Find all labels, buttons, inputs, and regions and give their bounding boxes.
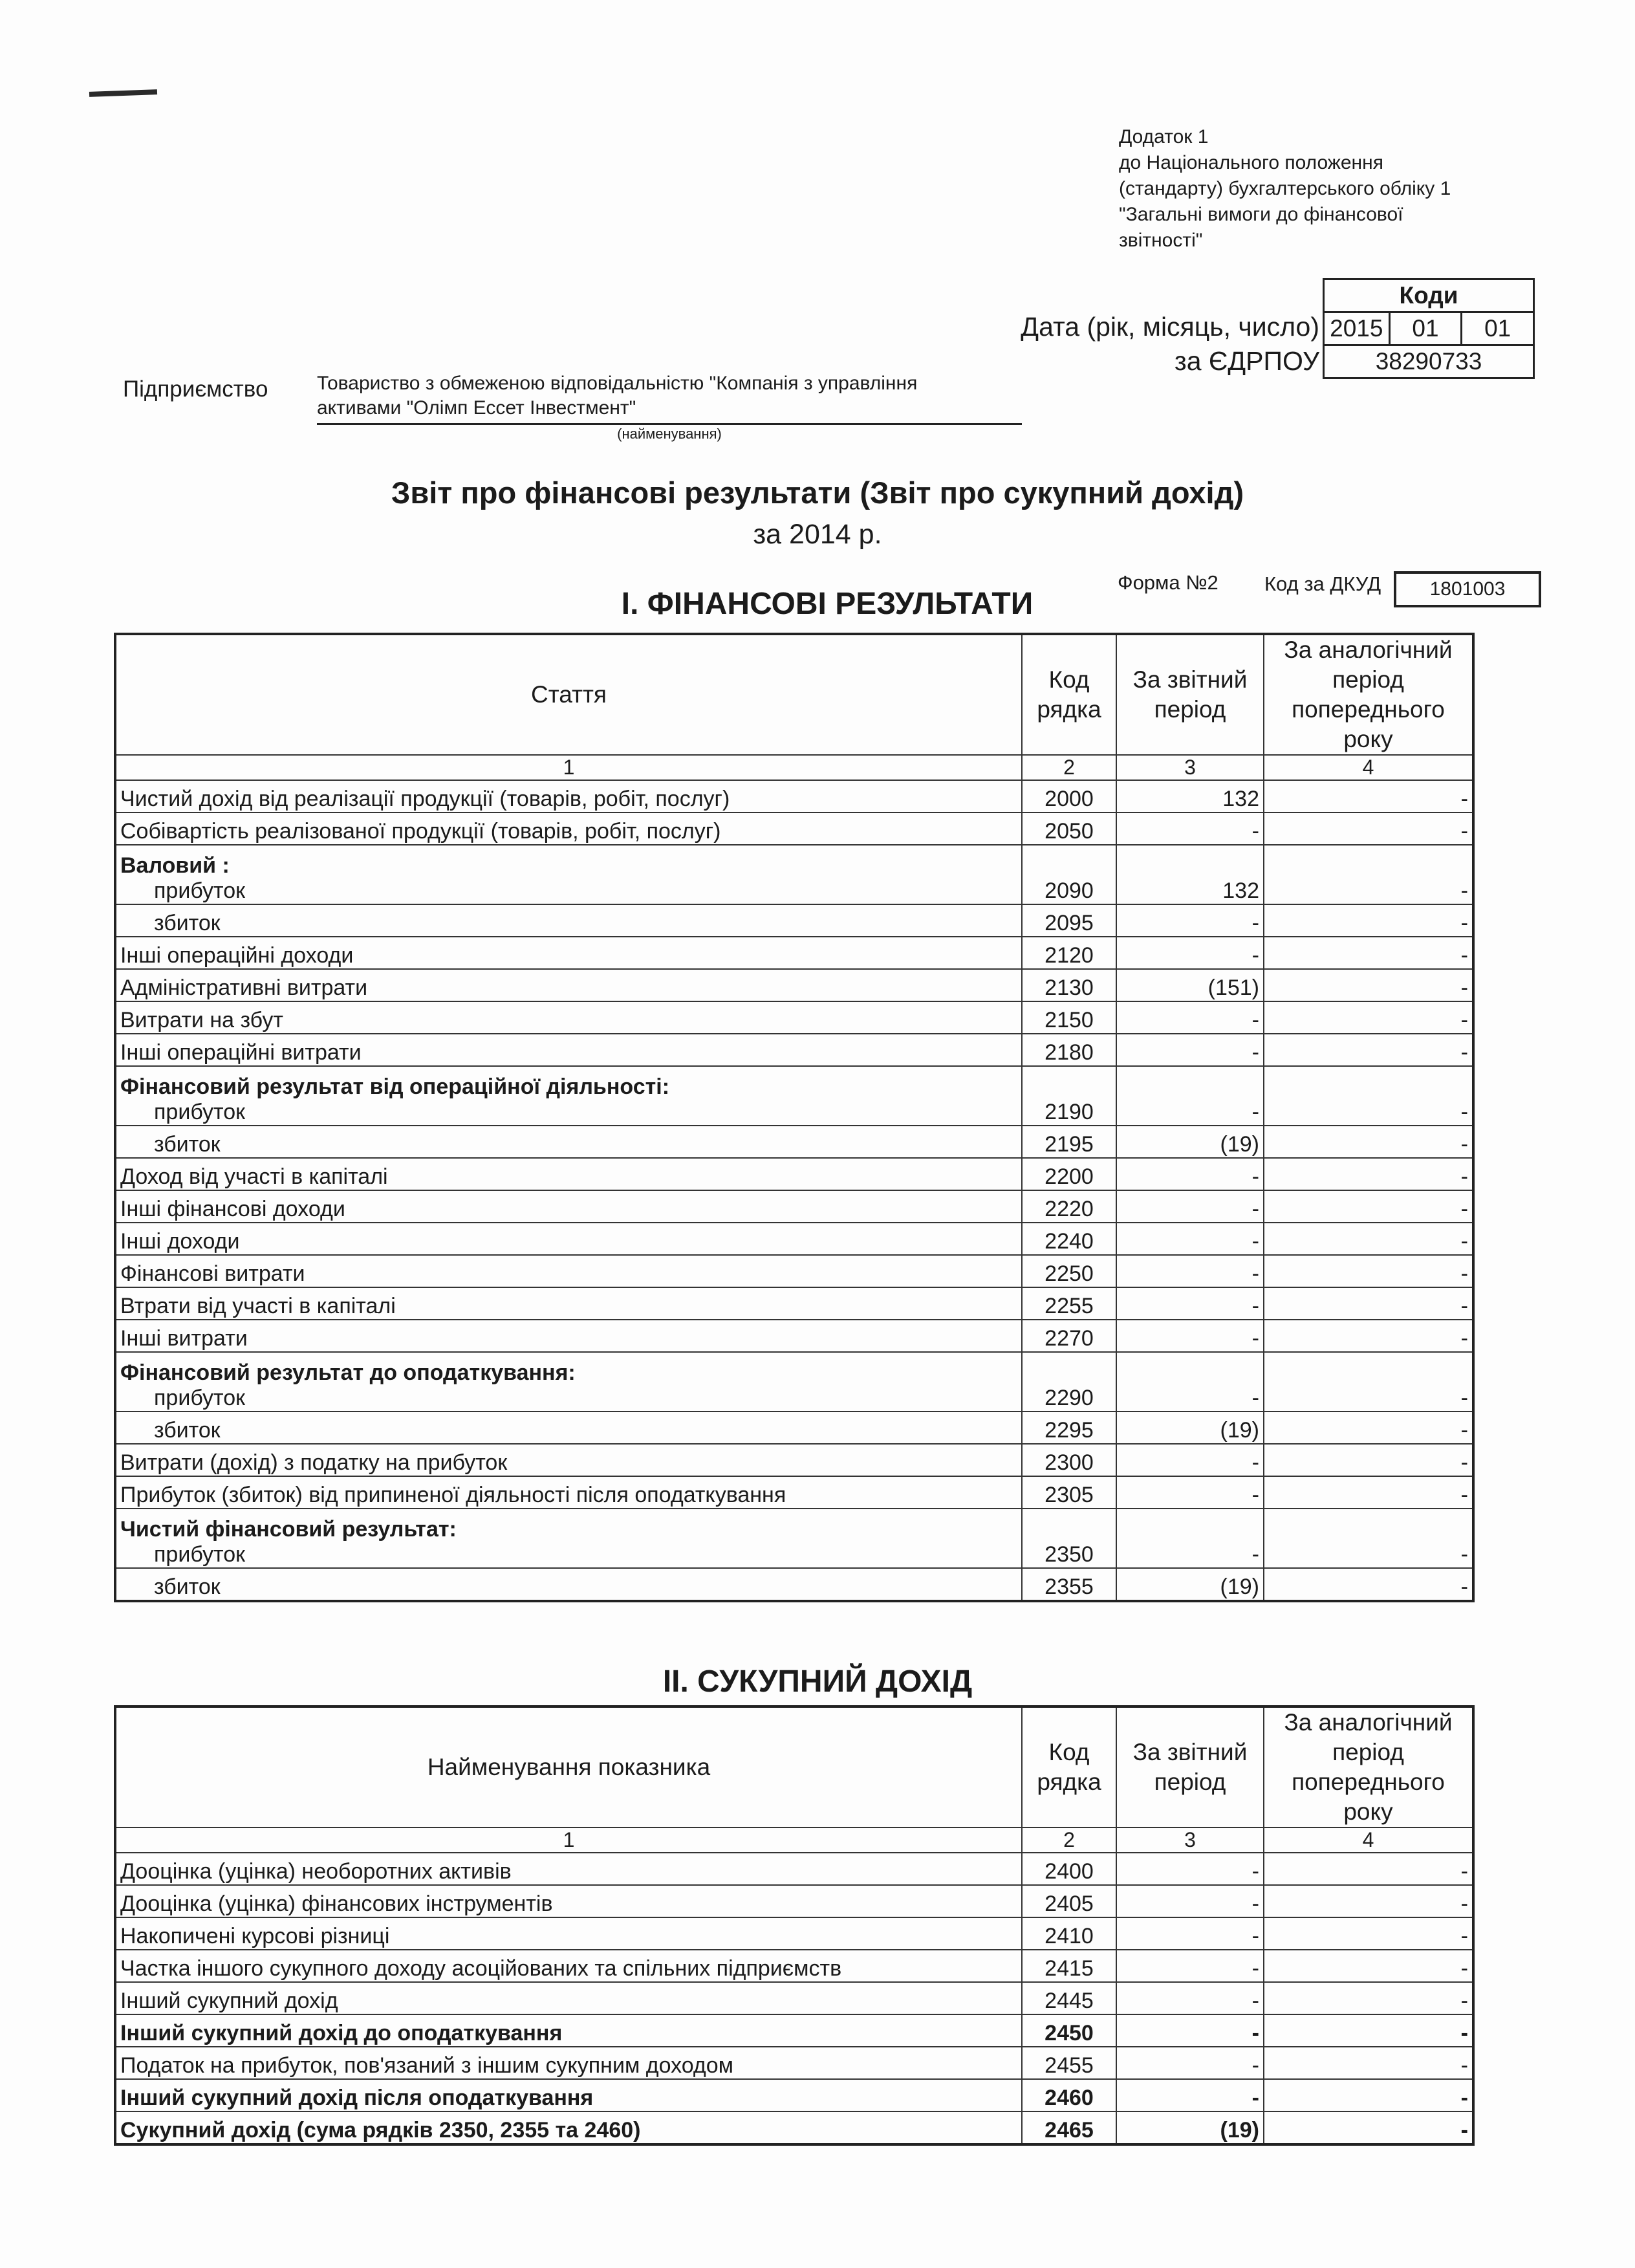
table-row <box>115 1352 1473 1412</box>
row-current: - <box>1116 1853 1264 1885</box>
table-row <box>115 1001 1473 1034</box>
row-current: - <box>1116 904 1264 937</box>
table-row <box>115 1190 1473 1223</box>
row-previous: - <box>1264 1255 1473 1287</box>
header-code: Код рядка <box>1022 1706 1116 1827</box>
row-label: Інший сукупний дохід після оподаткування <box>115 2079 1022 2111</box>
row-group-label: Фінансовий результат до оподаткування: <box>120 1360 576 1385</box>
section2-title: ІІ. СУКУПНИЙ ДОХІД <box>662 1664 973 1699</box>
row-code: 2350 <box>1022 1509 1116 1568</box>
row-previous: - <box>1264 1034 1473 1066</box>
table-row <box>115 1034 1473 1066</box>
row-sub-label: прибуток <box>154 1100 246 1124</box>
table-row <box>115 2014 1473 2047</box>
row-current: - <box>1116 1352 1264 1412</box>
row-code: 2150 <box>1022 1001 1116 1034</box>
index-cell: 4 <box>1264 755 1473 780</box>
row-code: 2400 <box>1022 1853 1116 1885</box>
comprehensive-income-table <box>114 1705 1475 2146</box>
header-current: За звітний період <box>1116 1706 1264 1827</box>
index-cell: 3 <box>1116 755 1264 780</box>
table-row <box>115 1255 1473 1287</box>
row-current: - <box>1116 1001 1264 1034</box>
row-current: - <box>1116 1982 1264 2014</box>
row-code: 2455 <box>1022 2047 1116 2079</box>
row-current: - <box>1116 1066 1264 1126</box>
row-previous: - <box>1264 1287 1473 1320</box>
row-label: Накопичені курсові різниці <box>115 1917 1022 1950</box>
row-label: збиток <box>115 1126 1022 1158</box>
table-index-row <box>115 1827 1473 1853</box>
enterprise-hint: (найменування) <box>617 426 722 442</box>
row-label: Втрати від участі в капіталі <box>115 1287 1022 1320</box>
row-label: Інші доходи <box>115 1223 1022 1255</box>
table-row <box>115 937 1473 969</box>
row-current: - <box>1116 937 1264 969</box>
table-row <box>115 1444 1473 1476</box>
enterprise-label: Підприємство <box>123 376 268 402</box>
row-label: Доход від участі в капіталі <box>115 1158 1022 1190</box>
row-previous: - <box>1264 1126 1473 1158</box>
row-current: - <box>1116 2047 1264 2079</box>
row-current: - <box>1116 2079 1264 2111</box>
row-label: Собівартість реалізованої продукції (товарів, робіт, послуг) <box>115 812 1022 845</box>
row-previous: - <box>1264 2079 1473 2111</box>
enterprise-name <box>317 371 1022 425</box>
header-indicator: Найменування показника <box>115 1706 1022 1827</box>
row-code: 2180 <box>1022 1034 1116 1066</box>
row-current: - <box>1116 1158 1264 1190</box>
edrpou-label: за ЄДРПОУ <box>1174 346 1319 376</box>
row-sub-label: прибуток <box>154 1542 246 1567</box>
row-previous: - <box>1264 1568 1473 1601</box>
table-row <box>115 904 1473 937</box>
row-code: 2220 <box>1022 1190 1116 1223</box>
header-previous: За аналогічний період попереднього року <box>1264 1706 1473 1827</box>
row-current: (19) <box>1116 2111 1264 2144</box>
row-code: 2355 <box>1022 1568 1116 1601</box>
row-label: Прибуток (збиток) від припиненої діяльності після оподаткування <box>115 1476 1022 1509</box>
row-label: Витрати (дохід) з податку на прибуток <box>115 1444 1022 1476</box>
section1-title: І. ФІНАНСОВІ РЕЗУЛЬТАТИ <box>621 587 1034 621</box>
row-previous: - <box>1264 1444 1473 1476</box>
row-code: 2190 <box>1022 1066 1116 1126</box>
table-row <box>115 1412 1473 1444</box>
row-previous: - <box>1264 1320 1473 1352</box>
date-month: 01 <box>1389 312 1462 345</box>
table-row <box>115 1950 1473 1982</box>
edrpou-code: 38290733 <box>1324 345 1534 378</box>
row-current: - <box>1116 1444 1264 1476</box>
row-code: 2130 <box>1022 969 1116 1001</box>
appendix-line: (стандарту) бухгалтерського обліку 1 <box>1119 178 1451 199</box>
row-label: Інші операційні витрати <box>115 1034 1022 1066</box>
row-label <box>115 1509 1022 1568</box>
row-previous: - <box>1264 1066 1473 1126</box>
row-current: (19) <box>1116 1568 1264 1601</box>
row-code: 2050 <box>1022 812 1116 845</box>
row-label <box>115 845 1022 904</box>
row-label: Дооцінка (уцінка) необоротних активів <box>115 1853 1022 1885</box>
row-previous: - <box>1264 780 1473 812</box>
row-label: Сукупний дохід (сума рядків 2350, 2355 та 2460) <box>115 2111 1022 2144</box>
index-cell: 1 <box>115 1827 1022 1853</box>
table-index-row <box>115 755 1473 780</box>
row-previous: - <box>1264 1223 1473 1255</box>
codes-title: Коди <box>1324 279 1534 312</box>
row-group-label: Фінансовий результат від операційної діяльності: <box>120 1074 670 1099</box>
row-label: збиток <box>115 904 1022 937</box>
appendix-line: до Національного положення <box>1119 152 1383 173</box>
row-code: 2120 <box>1022 937 1116 969</box>
table-row <box>115 1158 1473 1190</box>
table-row <box>115 1066 1473 1126</box>
row-label: Інші витрати <box>115 1320 1022 1352</box>
table-row <box>115 1287 1473 1320</box>
row-previous: - <box>1264 1476 1473 1509</box>
appendix-line: Додаток 1 <box>1119 126 1209 147</box>
index-cell: 2 <box>1022 1827 1116 1853</box>
row-code: 2445 <box>1022 1982 1116 2014</box>
row-current: - <box>1116 1287 1264 1320</box>
appendix-line: звітності" <box>1119 230 1203 251</box>
row-code: 2415 <box>1022 1950 1116 1982</box>
row-current: - <box>1116 2014 1264 2047</box>
row-current: - <box>1116 1885 1264 1917</box>
table-row <box>115 1320 1473 1352</box>
row-label: Адміністративні витрати <box>115 969 1022 1001</box>
header-code: Код рядка <box>1022 634 1116 755</box>
table-row <box>115 969 1473 1001</box>
row-sub-label: прибуток <box>154 878 246 903</box>
row-current: 132 <box>1116 780 1264 812</box>
table-row <box>115 1982 1473 2014</box>
financial-results-table <box>114 633 1475 1602</box>
table-row <box>115 812 1473 845</box>
row-code: 2090 <box>1022 845 1116 904</box>
date-year: 2015 <box>1324 312 1390 345</box>
row-previous: - <box>1264 937 1473 969</box>
date-day: 01 <box>1462 312 1534 345</box>
row-current: - <box>1116 1255 1264 1287</box>
row-label: Інший сукупний дохід до оподаткування <box>115 2014 1022 2047</box>
row-code: 2295 <box>1022 1412 1116 1444</box>
row-previous: - <box>1264 1885 1473 1917</box>
row-previous: - <box>1264 969 1473 1001</box>
row-code: 2460 <box>1022 2079 1116 2111</box>
row-previous: - <box>1264 1352 1473 1412</box>
header-previous: За аналогічний період попереднього року <box>1264 634 1473 755</box>
enterprise-name-line: активами "Олімп Ессет Інвестмент" <box>317 397 636 419</box>
table-row <box>115 1476 1473 1509</box>
row-label: Дооцінка (уцінка) фінансових інструментів <box>115 1885 1022 1917</box>
row-current: 132 <box>1116 845 1264 904</box>
header-current: За звітний період <box>1116 634 1264 755</box>
row-current: - <box>1116 1950 1264 1982</box>
header-article: Стаття <box>115 634 1022 755</box>
row-label: Фінансові витрати <box>115 1255 1022 1287</box>
index-cell: 3 <box>1116 1827 1264 1853</box>
row-previous: - <box>1264 1982 1473 2014</box>
row-sub-label: прибуток <box>154 1386 246 1410</box>
table-row <box>115 1917 1473 1950</box>
row-current: - <box>1116 1476 1264 1509</box>
row-previous: - <box>1264 1853 1473 1885</box>
enterprise-name-line: Товариство з обмеженою відповідальністю "Компанія з управління <box>317 373 918 394</box>
row-previous: - <box>1264 1950 1473 1982</box>
row-label: Чистий дохід від реалізації продукції (товарів, робіт, послуг) <box>115 780 1022 812</box>
row-current: (151) <box>1116 969 1264 1001</box>
row-label <box>115 1352 1022 1412</box>
row-current: - <box>1116 812 1264 845</box>
table-row <box>115 1509 1473 1568</box>
row-previous: - <box>1264 904 1473 937</box>
appendix-line: "Загальні вимоги до фінансової <box>1119 204 1403 225</box>
row-label: збиток <box>115 1412 1022 1444</box>
index-cell: 1 <box>115 755 1022 780</box>
row-current: (19) <box>1116 1412 1264 1444</box>
row-current: - <box>1116 1320 1264 1352</box>
row-label: Витрати на збут <box>115 1001 1022 1034</box>
row-previous: - <box>1264 1917 1473 1950</box>
row-previous: - <box>1264 1158 1473 1190</box>
date-label: Дата (рік, місяць, число) <box>1021 312 1319 342</box>
row-code: 2405 <box>1022 1885 1116 1917</box>
row-code: 2000 <box>1022 780 1116 812</box>
row-label: збиток <box>115 1568 1022 1601</box>
row-label: Інший сукупний дохід <box>115 1982 1022 2014</box>
dkud-code: 1801003 <box>1394 571 1541 607</box>
form-number: Форма №2 <box>1118 571 1218 594</box>
table-row <box>115 2047 1473 2079</box>
row-group-label: Чистий фінансовий результат: <box>120 1517 457 1542</box>
row-previous: - <box>1264 812 1473 845</box>
row-previous: - <box>1264 1001 1473 1034</box>
row-code: 2305 <box>1022 1476 1116 1509</box>
row-previous: - <box>1264 1509 1473 1568</box>
row-code: 2290 <box>1022 1352 1116 1412</box>
report-title: Звіт про фінансові результати (Звіт про сукупний дохід) <box>391 475 1244 510</box>
row-current: - <box>1116 1509 1264 1568</box>
row-previous: - <box>1264 1190 1473 1223</box>
row-label: Інші фінансові доходи <box>115 1190 1022 1223</box>
row-code: 2255 <box>1022 1287 1116 1320</box>
row-code: 2410 <box>1022 1917 1116 1950</box>
table-row <box>115 1853 1473 1885</box>
table-row <box>115 1885 1473 1917</box>
row-code: 2250 <box>1022 1255 1116 1287</box>
row-code: 2095 <box>1022 904 1116 937</box>
dkud-label: Код за ДКУД <box>1264 572 1381 595</box>
row-label: Частка іншого сукупного доходу асоційованих та спільних підприємств <box>115 1950 1022 1982</box>
table-header-row <box>115 1706 1473 1827</box>
row-label: Податок на прибуток, пов'язаний з іншим сукупним доходом <box>115 2047 1022 2079</box>
report-period: за 2014 р. <box>753 519 882 550</box>
table-row <box>115 2111 1473 2144</box>
table-row <box>115 1223 1473 1255</box>
row-current: - <box>1116 1190 1264 1223</box>
table-row <box>115 1126 1473 1158</box>
table-row <box>115 2079 1473 2111</box>
row-previous: - <box>1264 845 1473 904</box>
row-label <box>115 1066 1022 1126</box>
row-code: 2300 <box>1022 1444 1116 1476</box>
row-current: - <box>1116 1034 1264 1066</box>
row-group-label: Валовий : <box>120 853 230 878</box>
row-code: 2270 <box>1022 1320 1116 1352</box>
table-row <box>115 845 1473 904</box>
row-previous: - <box>1264 2047 1473 2079</box>
row-label: Інші операційні доходи <box>115 937 1022 969</box>
codes-grid <box>1323 278 1535 379</box>
index-cell: 4 <box>1264 1827 1473 1853</box>
row-current: - <box>1116 1917 1264 1950</box>
row-current: (19) <box>1116 1126 1264 1158</box>
row-previous: - <box>1264 2014 1473 2047</box>
row-current: - <box>1116 1223 1264 1255</box>
row-code: 2450 <box>1022 2014 1116 2047</box>
row-previous: - <box>1264 2111 1473 2144</box>
row-code: 2195 <box>1022 1126 1116 1158</box>
index-cell: 2 <box>1022 755 1116 780</box>
scan-artifact-dash <box>89 89 157 97</box>
table-row <box>115 780 1473 812</box>
table-row <box>115 1568 1473 1601</box>
table-header-row <box>115 634 1473 755</box>
row-previous: - <box>1264 1412 1473 1444</box>
row-code: 2465 <box>1022 2111 1116 2144</box>
row-code: 2240 <box>1022 1223 1116 1255</box>
appendix-note <box>1119 124 1572 254</box>
row-code: 2200 <box>1022 1158 1116 1190</box>
